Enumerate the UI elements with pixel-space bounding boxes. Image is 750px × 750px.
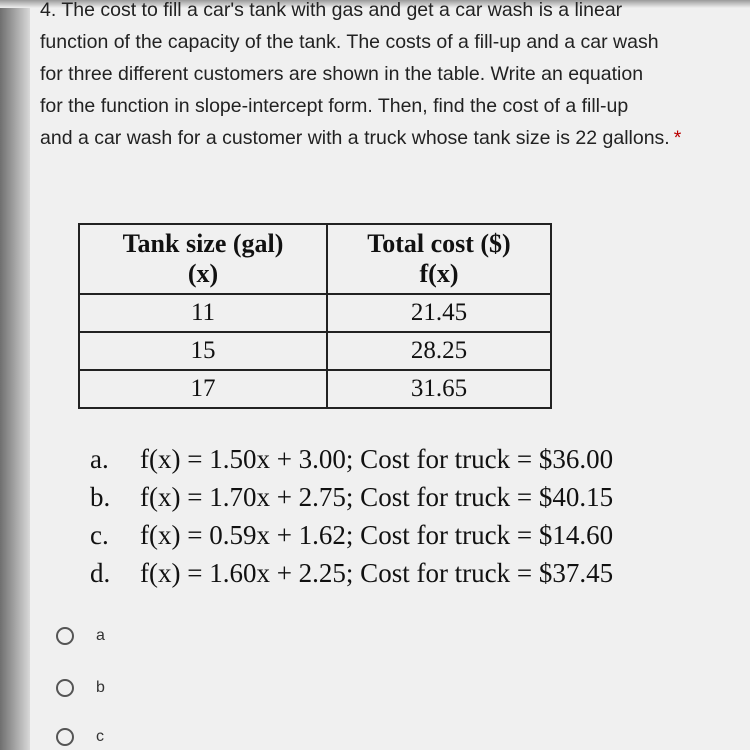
table-cell: 31.65 bbox=[327, 370, 551, 408]
table-row bbox=[79, 294, 551, 332]
table-cell: 28.25 bbox=[327, 332, 551, 370]
data-table bbox=[78, 223, 552, 409]
choice-text: f(x) = 1.50x + 3.00; Cost for truck = $36.00 bbox=[140, 444, 614, 474]
option-label: a bbox=[96, 627, 105, 644]
table-cell: 15 bbox=[79, 332, 327, 370]
choice-d bbox=[90, 554, 613, 592]
choice-text: f(x) = 0.59x + 1.62; Cost for truck = $14.60 bbox=[140, 520, 614, 550]
choice-text: f(x) = 1.60x + 2.25; Cost for truck = $37.45 bbox=[140, 558, 614, 588]
choice-a bbox=[90, 440, 613, 478]
table-row bbox=[79, 332, 551, 370]
table-cell: 17 bbox=[79, 370, 327, 408]
table-header-total-cost bbox=[327, 224, 551, 294]
option-label: b bbox=[96, 679, 105, 696]
header-variable: f(x) bbox=[419, 259, 459, 288]
question-text bbox=[40, 0, 745, 154]
option-label: c bbox=[96, 728, 104, 745]
radio-button[interactable] bbox=[56, 679, 74, 697]
option-a[interactable] bbox=[56, 627, 105, 645]
question-line: for three different customers are shown in the table. Write an equation bbox=[40, 63, 644, 85]
choice-text: f(x) = 1.70x + 2.75; Cost for truck = $40.15 bbox=[140, 482, 614, 512]
question-line: for the function in slope-intercept form. Then, find the cost of a fill-up bbox=[40, 95, 629, 117]
choice-c bbox=[90, 516, 613, 554]
photo-edge-shadow bbox=[0, 0, 30, 750]
required-marker: * bbox=[673, 127, 682, 149]
choice-letter: c. bbox=[90, 520, 109, 550]
question-line: function of the capacity of the tank. The costs of a fill-up and a car wash bbox=[40, 31, 659, 53]
question-line bbox=[40, 122, 745, 154]
choice-b bbox=[90, 478, 613, 516]
header-label: Tank size (gal) bbox=[122, 229, 284, 258]
header-variable: (x) bbox=[187, 259, 219, 288]
table-cell: 11 bbox=[79, 294, 327, 332]
answer-choices bbox=[90, 440, 613, 592]
question-line-text: and a car wash for a customer with a truck whose tank size is 22 gallons. bbox=[40, 127, 670, 149]
table-header-tank-size bbox=[79, 224, 327, 294]
question-line: 4. The cost to fill a car's tank with gas and get a car wash is a linear bbox=[40, 0, 623, 21]
choice-letter: b. bbox=[90, 482, 111, 512]
option-c[interactable] bbox=[56, 728, 104, 746]
table-row bbox=[79, 370, 551, 408]
header-label: Total cost ($) bbox=[367, 229, 511, 258]
radio-button[interactable] bbox=[56, 728, 74, 746]
table-cell: 21.45 bbox=[327, 294, 551, 332]
option-b[interactable] bbox=[56, 679, 105, 697]
choice-letter: a. bbox=[90, 444, 109, 474]
choice-letter: d. bbox=[90, 558, 111, 588]
radio-button[interactable] bbox=[56, 627, 74, 645]
